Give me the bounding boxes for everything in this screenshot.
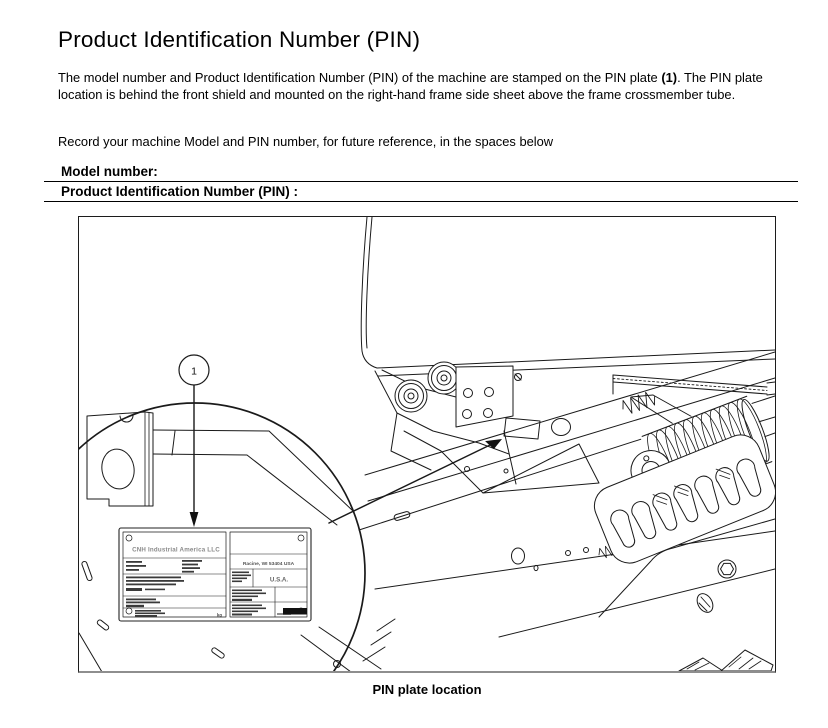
plate-part-number-badge — [283, 608, 307, 615]
callout-arrowhead — [190, 512, 199, 527]
intro-text-after: . The PIN plate location is behind the front shield and mounted on the right-hand frame side sheet above the frame crossmember tube. — [58, 69, 763, 102]
pin-plate — [119, 528, 311, 621]
model-number-label: Model number: — [61, 164, 158, 179]
pin-write-in-line — [44, 183, 798, 202]
corner-braces — [679, 650, 773, 671]
front-shield — [361, 217, 775, 376]
pin-label: Product Identification Number (PIN) : — [61, 184, 299, 199]
record-paragraph: Record your machine Model and PIN number, for future reference, in the spaces below — [58, 133, 554, 149]
page-title: Product Identification Number (PIN) — [58, 27, 421, 53]
callout-reference: (1) — [661, 69, 678, 85]
callout-1 — [179, 355, 209, 527]
location-arrowhead — [485, 439, 502, 449]
intro-paragraph — [58, 69, 798, 103]
model-number-write-in-line — [44, 163, 798, 182]
machine-line-drawing — [79, 217, 775, 671]
pin-plate-location-marker — [329, 418, 571, 523]
pin-location-figure — [78, 216, 776, 673]
figure-caption: PIN plate location — [372, 682, 482, 697]
plate-weight-unit: kg — [217, 612, 222, 618]
mounting-bracket — [456, 366, 522, 427]
intro-text-before: The model number and Product Identification Number (PIN) of the machine are stamped on the PIN plate — [58, 69, 662, 85]
belt-pulleys — [395, 362, 460, 412]
plate-country: U.S.A. — [269, 576, 289, 584]
callout-number: 1 — [191, 365, 197, 378]
plate-manufacturer: CNH Industrial America LLC — [132, 546, 220, 554]
tension-spring — [620, 390, 657, 416]
plate-address: Racine, WI 53404 USA — [242, 562, 295, 567]
